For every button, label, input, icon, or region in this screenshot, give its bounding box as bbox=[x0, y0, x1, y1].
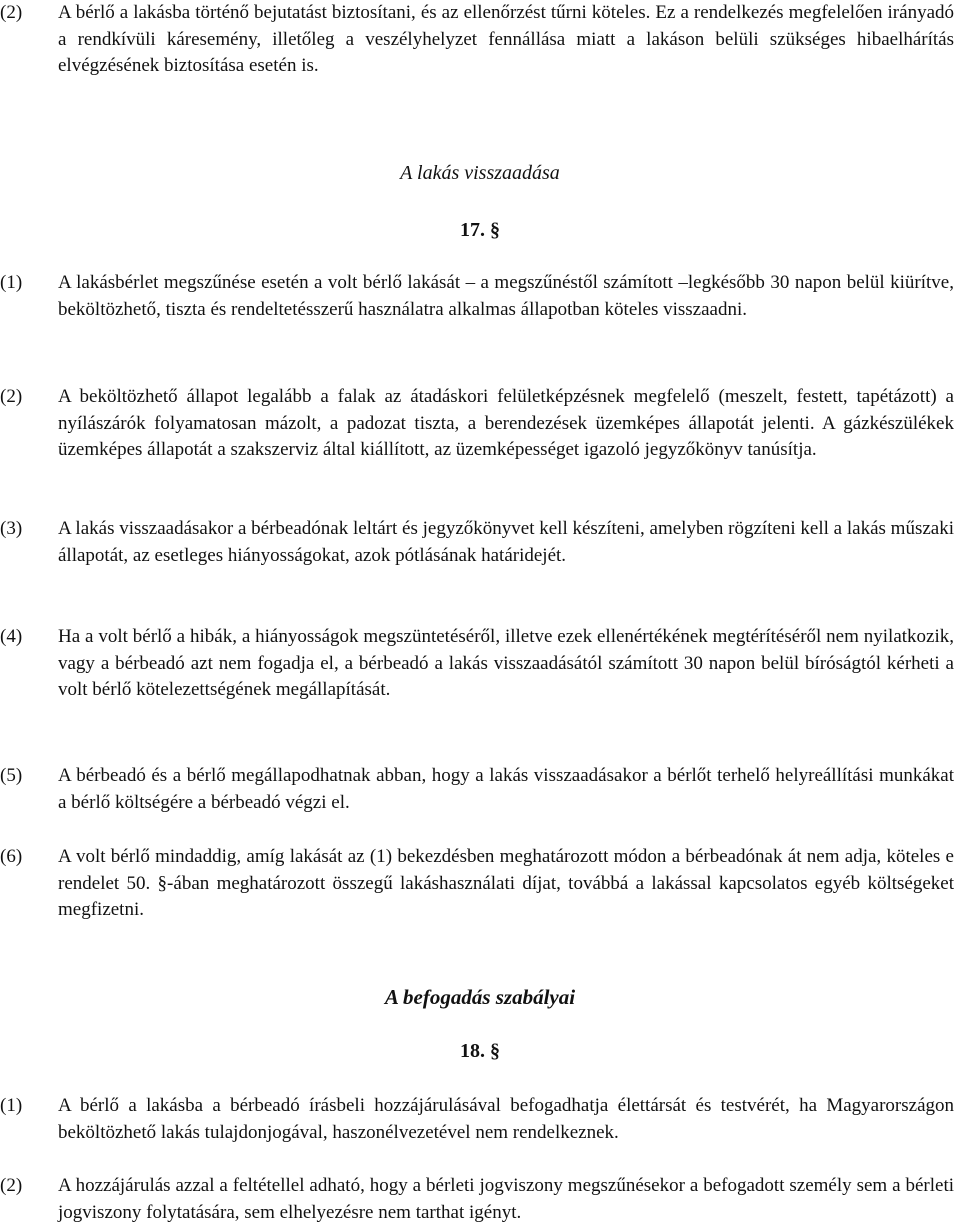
section-title: A befogadás szabályai bbox=[384, 985, 576, 1009]
paragraph-number: (2) bbox=[0, 1175, 23, 1196]
section-number: 18. § bbox=[460, 1040, 500, 1062]
paragraph-text: A hozzájárulás azzal a feltétellel adható, hogy a bérleti jogviszony megszűnésekor a befogadott személy sem a bérleti jogviszony folytatására, sem elhelyezésre nem tarthat igényt. bbox=[58, 1175, 954, 1223]
paragraph-number: (1) bbox=[0, 272, 23, 293]
paragraph-number: (2) bbox=[0, 386, 23, 407]
paragraph-16-2 bbox=[0, 0, 954, 80]
paragraph-17-3 bbox=[0, 516, 954, 569]
paragraph-number: (4) bbox=[0, 626, 23, 647]
paragraph-17-5 bbox=[0, 763, 954, 816]
section-title: A lakás visszaadása bbox=[400, 162, 560, 184]
paragraph-17-1 bbox=[0, 270, 954, 323]
paragraph-18-1 bbox=[0, 1093, 954, 1146]
paragraph-text: Ha a volt bérlő a hibák, a hiányosságok megszüntetéséről, illetve ezek ellenértékének megtérítéséről nem nyilatkozik, vagy a bérbeadó azt nem fogadja el, a bérbeadó a lakás visszaadásától számított 30 napon belül bíróságtól kérheti a volt bérlő kötelezettségének megállapítását. bbox=[58, 626, 954, 701]
paragraph-text: A lakásbérlet megszűnése esetén a volt bérlő lakását – a megszűnéstől számított –legkésőbb 30 napon belül kiürítve, beköltözhető, tiszta és rendeltetésszerű használatra alkalmas állapotban köteles visszaadni. bbox=[58, 272, 954, 320]
paragraph-text: A bérlő a lakásba a bérbeadó írásbeli hozzájárulásával befogadhatja élettársát és testvérét, ha Magyarországon beköltözhető lakás tulajdonjogával, haszonélvezetével nem rendelkeznek. bbox=[58, 1095, 954, 1143]
section-number: 17. § bbox=[460, 219, 500, 241]
paragraph-text: A bérlő a lakásba történő bejutatást biztosítani, és az ellenőrzést tűrni köteles. Ez a rendelkezés megfelelően irányadó a rendkívüli káresemény, illetőleg a veszélyhelyzet fennállása miatt a lakáson belüli szükséges hibaelhárítás elvégzésének biztosítása esetén is. bbox=[58, 2, 954, 77]
paragraph-text: A volt bérlő mindaddig, amíg lakását az (1) bekezdésben meghatározott módon a bérbeadónak át nem adja, köteles e rendelet 50. §-ában meghatározott összegű lakáshasználati díjat, továbbá a lakással kapcsolatos egyéb költségeket megfizetni. bbox=[58, 846, 954, 921]
paragraph-17-4 bbox=[0, 624, 954, 704]
paragraph-text: A beköltözhető állapot legalább a falak az átadáskori felületképzésnek megfelelő (meszelt, festett, tapétázott) a nyílászárók folyamatosan mázolt, a padozat tiszta, a berendezések üzemképes állapotát jelenti. A gázkészülékek üzemképes állapotát a szakszerviz által kiállított, az üzemképességet igazoló jegyzőkönyv tanúsítja. bbox=[58, 386, 954, 461]
paragraph-17-2 bbox=[0, 384, 954, 464]
paragraph-number: (6) bbox=[0, 846, 23, 867]
paragraph-number: (3) bbox=[0, 518, 23, 539]
paragraph-text: A bérbeadó és a bérlő megállapodhatnak abban, hogy a lakás visszaadásakor a bérlőt terhelő helyreállítási munkákat a bérlő költségére a bérbeadó végzi el. bbox=[58, 765, 954, 813]
paragraph-number: (2) bbox=[0, 2, 23, 23]
paragraph-number: (1) bbox=[0, 1095, 23, 1116]
paragraph-18-2 bbox=[0, 1173, 954, 1226]
paragraph-17-6 bbox=[0, 844, 954, 924]
paragraph-number: (5) bbox=[0, 765, 23, 786]
paragraph-text: A lakás visszaadásakor a bérbeadónak leltárt és jegyzőkönyvet kell készíteni, amelyben rögzíteni kell a lakás műszaki állapotát, az esetleges hiányosságokat, azok pótlásának határidejét. bbox=[58, 518, 954, 566]
